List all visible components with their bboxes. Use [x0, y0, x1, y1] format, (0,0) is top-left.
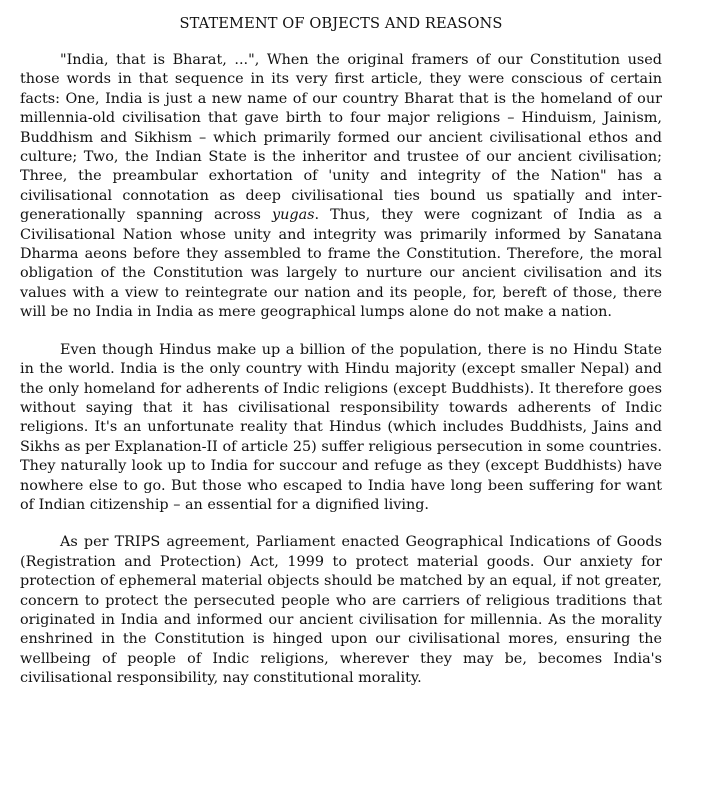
- document-title: STATEMENT OF OBJECTS AND REASONS: [179, 15, 503, 32]
- paragraph-2: Even though Hindus make up a billion of the population, there is no Hindu State in the world. India is the only country with Hindu majority (except smaller Nepal) and the only homeland for adherents of Indic religions (except Buddhists). It therefore goes without saying that it has civilisational responsibility towards adherents of Indic religions. It's an unfortunate reality that Hindus (which includes Buddhists, Jains and Sikhs as per Explanation-II of article 25) suffer religious persecution in some countries. They naturally look up to India for succour and refuge as they (except Buddhists) have nowhere else to go. But those who escaped to India have long been suffering for want of Indian citizenship – an essential for a dignified living.: [20, 341, 662, 513]
- paragraph-1-text-end: . Thus, they were cognizant of India as a Civilisational Nation whose unity and integrity was primarily informed by Sanatana Dharma aeons before they assembled to frame the Constitution. Therefore, the moral obligation of the Constitution was largely to nurture our ancient civilisation and its values with a view to reintegrate our nation and its people, for, bereft of those, there will be no India in India as mere geographical lumps alone do not make a nation.: [20, 207, 662, 321]
- paragraph-1: [20, 51, 662, 323]
- paragraph-1-italic-term: yugas: [271, 207, 315, 224]
- document-page: [20, 14, 662, 707]
- paragraph-1-text-start: "India, that is Bharat, ...", When the original framers of our Constitution used those words in that sequence in its very first article, they were conscious of certain facts: One, India is just a new name of our country Bharat that is the homeland of our millennia-old civilisation that gave birth to four major religions – Hinduism, Jainism, Buddhism and Sikhism – which primarily formed our ancient civilisational ethos and culture; Two, the Indian State is the inheritor and trustee of our ancient civilisation; Three, the preambular exhortation of 'unity and integrity of the Nation" has a civilisational connotation as deep civilisational ties bound us spatially and inter-generationally spanning across: [20, 52, 662, 224]
- paragraph-3: As per TRIPS agreement, Parliament enacted Geographical Indications of Goods (Registration and Protection) Act, 1999 to protect material goods. Our anxiety for protection of ephemeral material objects should be matched by an equal, if not greater, concern to protect the persecuted people who are carriers of religious traditions that originated in India and informed our ancient civilisation for millennia. As the morality enshrined in the Constitution is hinged upon our civilisational mores, ensuring the wellbeing of people of Indic religions, wherever they may be, becomes India's civilisational responsibility, nay constitutional morality.: [20, 534, 662, 687]
